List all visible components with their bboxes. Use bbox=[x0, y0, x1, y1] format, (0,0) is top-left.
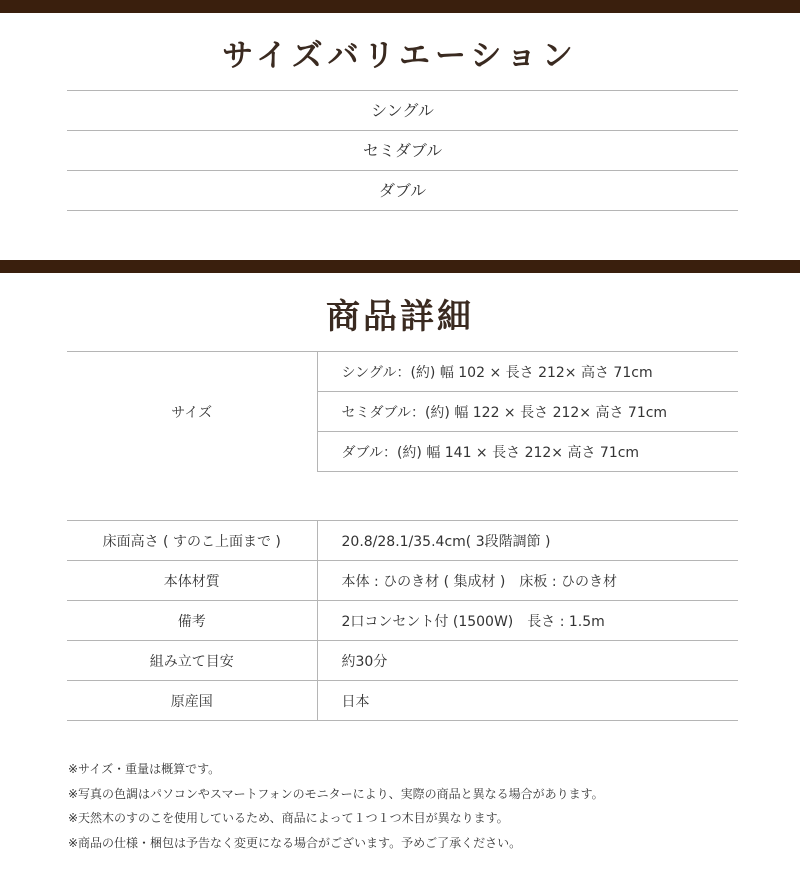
size-semi-double-value: セミダブル：(約) 幅 122 × 長さ 212× 高さ 71cm bbox=[317, 392, 738, 432]
remarks-label: 備考 bbox=[67, 601, 317, 641]
size-single-value: シングル：(約) 幅 102 × 長さ 212× 高さ 71cm bbox=[317, 352, 738, 392]
size-label: サイズ bbox=[67, 352, 317, 472]
assembly-time-value: 約30分 bbox=[317, 641, 738, 681]
spec-table bbox=[67, 520, 738, 721]
notes-list bbox=[68, 757, 768, 855]
material-value: 本体 : ひのき材 ( 集成材 ) 床板 : ひのき材 bbox=[317, 561, 738, 601]
origin-label: 原産国 bbox=[67, 681, 317, 721]
note-specification: ※商品の仕様・梱包は予告なく変更になる場合がございます。予めご了承ください。 bbox=[68, 835, 522, 850]
top-divider-band bbox=[0, 0, 800, 13]
note-wood-grain: ※天然木のすのこを使用しているため、商品によって１つ１つ木目が異なります。 bbox=[68, 811, 509, 825]
variation-item-double: ダブル bbox=[67, 170, 738, 211]
variation-item-semi-double: セミダブル bbox=[67, 130, 738, 170]
table-row bbox=[67, 601, 738, 641]
floor-height-value: 20.8/28.1/35.4cm( 3段階調節 ) bbox=[317, 521, 738, 561]
floor-height-label: 床面高さ ( すのこ上面まで ) bbox=[67, 521, 317, 561]
product-details-heading: 商品詳細 bbox=[326, 297, 474, 337]
origin-value: 日本 bbox=[317, 681, 738, 721]
size-double-value: ダブル：(約) 幅 141 × 長さ 212× 高さ 71cm bbox=[317, 432, 738, 472]
assembly-time-label: 組み立て目安 bbox=[67, 641, 317, 681]
middle-divider-band bbox=[0, 260, 800, 273]
table-row bbox=[67, 521, 738, 561]
note-color: ※写真の色調はパソコンやスマートフォンのモニターにより、実際の商品と異なる場合があります。 bbox=[68, 786, 604, 801]
table-row bbox=[67, 681, 738, 721]
table-row bbox=[67, 561, 738, 601]
size-table bbox=[67, 351, 738, 472]
table-row bbox=[67, 352, 738, 392]
size-variation-list bbox=[67, 90, 738, 211]
note-weight: ※サイズ・重量は概算です。 bbox=[68, 762, 221, 776]
table-row bbox=[67, 641, 738, 681]
variation-item-single: シングル bbox=[67, 90, 738, 130]
size-variation-heading: サイズバリエーション bbox=[222, 38, 578, 74]
material-label: 本体材質 bbox=[67, 561, 317, 601]
remarks-value: 2口コンセント付 (1500W) 長さ : 1.5m bbox=[317, 601, 738, 641]
